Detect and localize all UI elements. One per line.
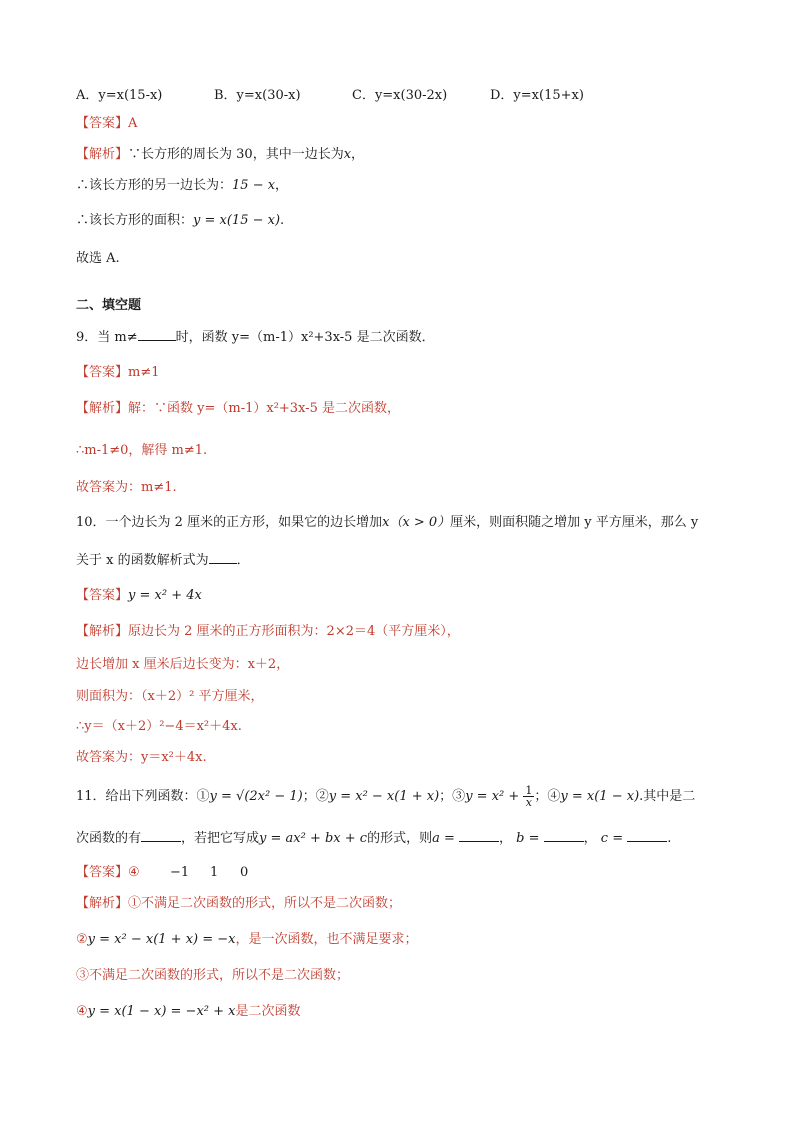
answer-expr: y = x² + 4x: [128, 588, 202, 603]
q10-analysis-4: ∴y＝（x＋2）²−4＝x²＋4x.: [76, 719, 242, 734]
option-a: A．y=x(15-x): [76, 88, 163, 103]
q8-analysis-2: [76, 177, 288, 195]
function-1: y = √(2x² − 1): [209, 789, 303, 804]
answer-blank: [209, 550, 237, 564]
math-var: x: [343, 147, 352, 162]
coef-b-label: b =: [516, 831, 540, 846]
answer-blank: [141, 828, 181, 842]
analysis-text: ∴该长方形的面积：: [76, 213, 194, 228]
stem-text: ；③: [439, 789, 466, 804]
answer-blank: [138, 327, 176, 341]
answer-blank: [627, 828, 667, 842]
section-title: 二、填空题: [76, 298, 142, 313]
stem-text: 次函数的有: [76, 831, 142, 846]
stem-text: 10．一个边长为 2 厘米的正方形，如果它的边长增加: [76, 515, 383, 530]
q9-stem: [76, 327, 435, 347]
fraction: [523, 785, 534, 808]
q10-stem-1: [76, 514, 698, 532]
answer-value-4: 0: [240, 865, 249, 880]
math-expr: x（x > 0）: [382, 515, 451, 530]
math-expr: y = x(1 − x) = −x² + x: [87, 1004, 236, 1019]
answer-value-2: −1: [170, 865, 190, 880]
function-3: y = x² +: [465, 789, 524, 804]
math-expr: 15 − x: [232, 178, 276, 193]
analysis-text: ，: [275, 178, 289, 193]
q10-analysis-3: 则面积为：（x＋2）² 平方厘米，: [76, 689, 264, 704]
q8-analysis-3: [76, 212, 284, 230]
stem-text: 厘米，则面积随之增加 y 平方厘米，那么 y: [450, 515, 699, 530]
q11-analysis-2: [76, 931, 418, 949]
analysis-tag: 【解析】: [76, 896, 129, 911]
q11-analysis-1: [76, 895, 401, 913]
stem-text: 11．给出下列函数：①: [76, 789, 210, 804]
answer-tag: 【答案】: [76, 865, 129, 880]
answer-value: A: [128, 116, 138, 131]
analysis-text: .: [280, 213, 285, 228]
q8-answer: [76, 115, 137, 133]
answer-blank: [544, 828, 584, 842]
option-c: C．y=x(30-2x): [352, 88, 448, 103]
answer-tag: 【答案】: [76, 116, 129, 131]
analysis-tag: 【解析】: [76, 147, 129, 162]
fraction-denominator: x: [525, 796, 532, 809]
q9-analysis-1: [76, 400, 400, 418]
answer-blank: [459, 828, 499, 842]
stem-text: 9．当 m≠: [76, 330, 138, 345]
q10-analysis-2: 边长增加 x 厘米后边长变为：x＋2，: [76, 657, 290, 672]
stem-text: 关于 x 的函数解析式为: [76, 553, 209, 568]
analysis-text: ∵长方形的周长为 30，其中一边长为: [128, 147, 344, 162]
stem-text: ；②: [302, 789, 329, 804]
q11-analysis-3: ③不满足二次函数的形式，所以不是二次函数；: [76, 968, 350, 983]
answer-tag: 【答案】: [76, 588, 129, 603]
q11-stem-2: 次函数的有 ，若把它写成y = ax² + bx + c的形式，则a = ， b = ， c = .: [76, 828, 671, 848]
function-2: y = x² − x(1 + x): [328, 789, 440, 804]
q10-stem-2: [76, 550, 250, 570]
q9-analysis-3: 故答案为：m≠1.: [76, 480, 177, 495]
math-expr: y = x² − x(1 + x) = −x: [87, 932, 236, 947]
answer-value: m≠1: [128, 365, 160, 380]
stem-text: ；④: [534, 789, 561, 804]
math-expr: y = x(15 − x): [193, 213, 281, 228]
stem-text: ．: [236, 553, 250, 568]
analysis-text: 是二次函数: [235, 1004, 301, 1019]
answer-value-1: ④: [128, 865, 140, 880]
q9-analysis-2: ∴m-1≠0，解得 m≠1.: [76, 443, 208, 458]
analysis-text: 原边长为 2 厘米的正方形面积为：2×2＝4（平方厘米），: [128, 624, 460, 639]
q10-analysis-1: [76, 623, 460, 641]
analysis-text: ②: [76, 932, 88, 947]
stem-text: 的形式，则: [367, 831, 433, 846]
stem-text: 时，函数 y=（m-1）x²+3x-5 是二次函数．: [175, 330, 435, 345]
q9-answer: [76, 364, 160, 382]
analysis-text: ④: [76, 1004, 88, 1019]
answer-value-3: 1: [210, 865, 219, 880]
analysis-tag: 【解析】: [76, 624, 129, 639]
stem-text: ，若把它写成: [181, 831, 260, 846]
analysis-text: ，: [351, 147, 365, 162]
coef-a-label: a =: [432, 831, 455, 846]
q8-conclusion: 故选 A.: [76, 251, 120, 266]
analysis-tag: 【解析】: [76, 401, 129, 416]
q11-stem-1: [76, 785, 695, 808]
q8-analysis-1: [76, 146, 364, 164]
option-d: D．y=x(15+x): [490, 88, 584, 103]
option-b: B．y=x(30-x): [214, 88, 301, 103]
stem-text: .其中是二: [639, 789, 696, 804]
coef-c-label: c =: [600, 831, 624, 846]
analysis-text: 解：∵函数 y=（m-1）x²+3x-5 是二次函数，: [128, 401, 400, 416]
function-4: y = x(1 − x): [560, 789, 640, 804]
q10-analysis-5: 故答案为：y＝x²＋4x.: [76, 750, 207, 765]
fraction-numerator: 1: [525, 784, 533, 797]
answer-tag: 【答案】: [76, 365, 129, 380]
analysis-text: ，是一次函数，也不满足要求；: [235, 932, 418, 947]
general-form: y = ax² + bx + c: [259, 831, 368, 846]
q11-answer: [76, 864, 248, 882]
analysis-text: ①不满足二次函数的形式，所以不是二次函数；: [128, 896, 402, 911]
analysis-text: ∴该长方形的另一边长为：: [76, 178, 233, 193]
q11-analysis-4: [76, 1003, 301, 1021]
q10-answer: [76, 587, 202, 605]
